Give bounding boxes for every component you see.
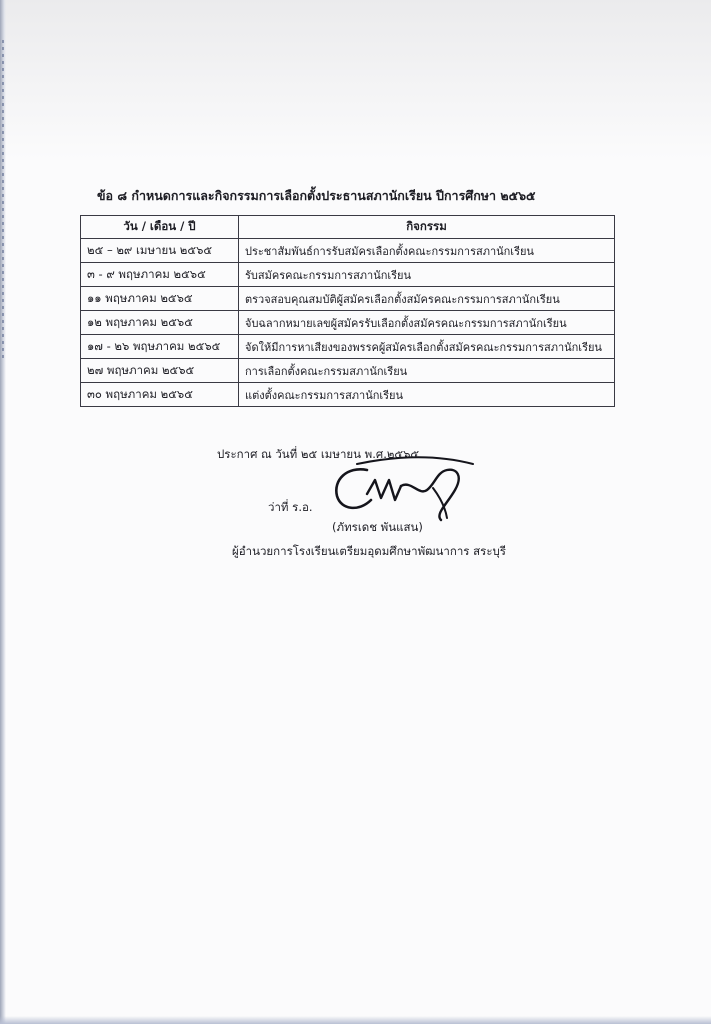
row-date: ๒๕ – ๒๙ เมษายน ๒๕๖๕ xyxy=(81,239,239,263)
date-column-header: วัน / เดือน / ปี xyxy=(81,216,239,239)
row-date: ๓๐ พฤษภาคม ๒๕๖๕ xyxy=(81,383,239,407)
table-row xyxy=(81,311,615,335)
table-row xyxy=(81,335,615,359)
table-row xyxy=(81,239,615,263)
row-date: ๒๗ พฤษภาคม ๒๕๖๕ xyxy=(81,359,239,383)
row-date: ๑๑ พฤษภาคม ๒๕๖๕ xyxy=(81,287,239,311)
section-heading: ข้อ ๘ กำหนดการและกิจกรรมการเลือกตั้งประธานสภานักเรียน ปีการศึกษา ๒๕๖๕ xyxy=(97,188,536,203)
table-row xyxy=(81,359,615,383)
row-activity: จับฉลากหมายเลขผู้สมัครรับเลือกตั้งสมัครคณะกรรมการสภานักเรียน xyxy=(239,311,615,335)
row-date: ๑๒ พฤษภาคม ๒๕๖๕ xyxy=(81,311,239,335)
row-activity: การเลือกตั้งคณะกรรมสภานักเรียน xyxy=(239,359,615,383)
table-header-row xyxy=(81,216,615,239)
row-activity: ตรวจสอบคุณสมบัติผู้สมัครเลือกตั้งสมัครคณะกรรมการสภานักเรียน xyxy=(239,287,615,311)
table-row xyxy=(81,263,615,287)
row-activity: ประชาสัมพันธ์การรับสมัครเลือกตั้งคณะกรรมการสภานักเรียน xyxy=(239,239,615,263)
table-row xyxy=(81,383,615,407)
row-activity: รับสมัครคณะกรรมการสภานักเรียน xyxy=(239,263,615,287)
scan-shadow xyxy=(0,0,711,160)
row-activity: จัดให้มีการหาเสียงของพรรคผู้สมัครเลือกตั้งสมัครคณะกรรมการสภานักเรียน xyxy=(239,335,615,359)
row-date: ๓ - ๙ พฤษภาคม ๒๕๖๕ xyxy=(81,263,239,287)
signer-title: ผู้อำนวยการโรงเรียนเตรียมอุดมศึกษาพัฒนาการ สระบุรี xyxy=(232,544,506,558)
row-date: ๑๗ - ๒๖ พฤษภาคม ๒๕๖๕ xyxy=(81,335,239,359)
announcement-date: ประกาศ ณ วันที่ ๒๕ เมษายน พ.ศ.๒๕๖๕ xyxy=(217,447,420,461)
binding-edge xyxy=(0,0,6,1024)
schedule-table xyxy=(80,215,615,407)
table-row xyxy=(81,287,615,311)
activity-column-header: กิจกรรม xyxy=(239,216,615,239)
scan-bottom-edge xyxy=(0,1016,711,1024)
acting-rank-label: ว่าที่ ร.อ. xyxy=(268,500,313,514)
row-activity: แต่งตั้งคณะกรรมการสภานักเรียน xyxy=(239,383,615,407)
signer-name: (ภัทรเดช พันแสน) xyxy=(332,520,423,534)
